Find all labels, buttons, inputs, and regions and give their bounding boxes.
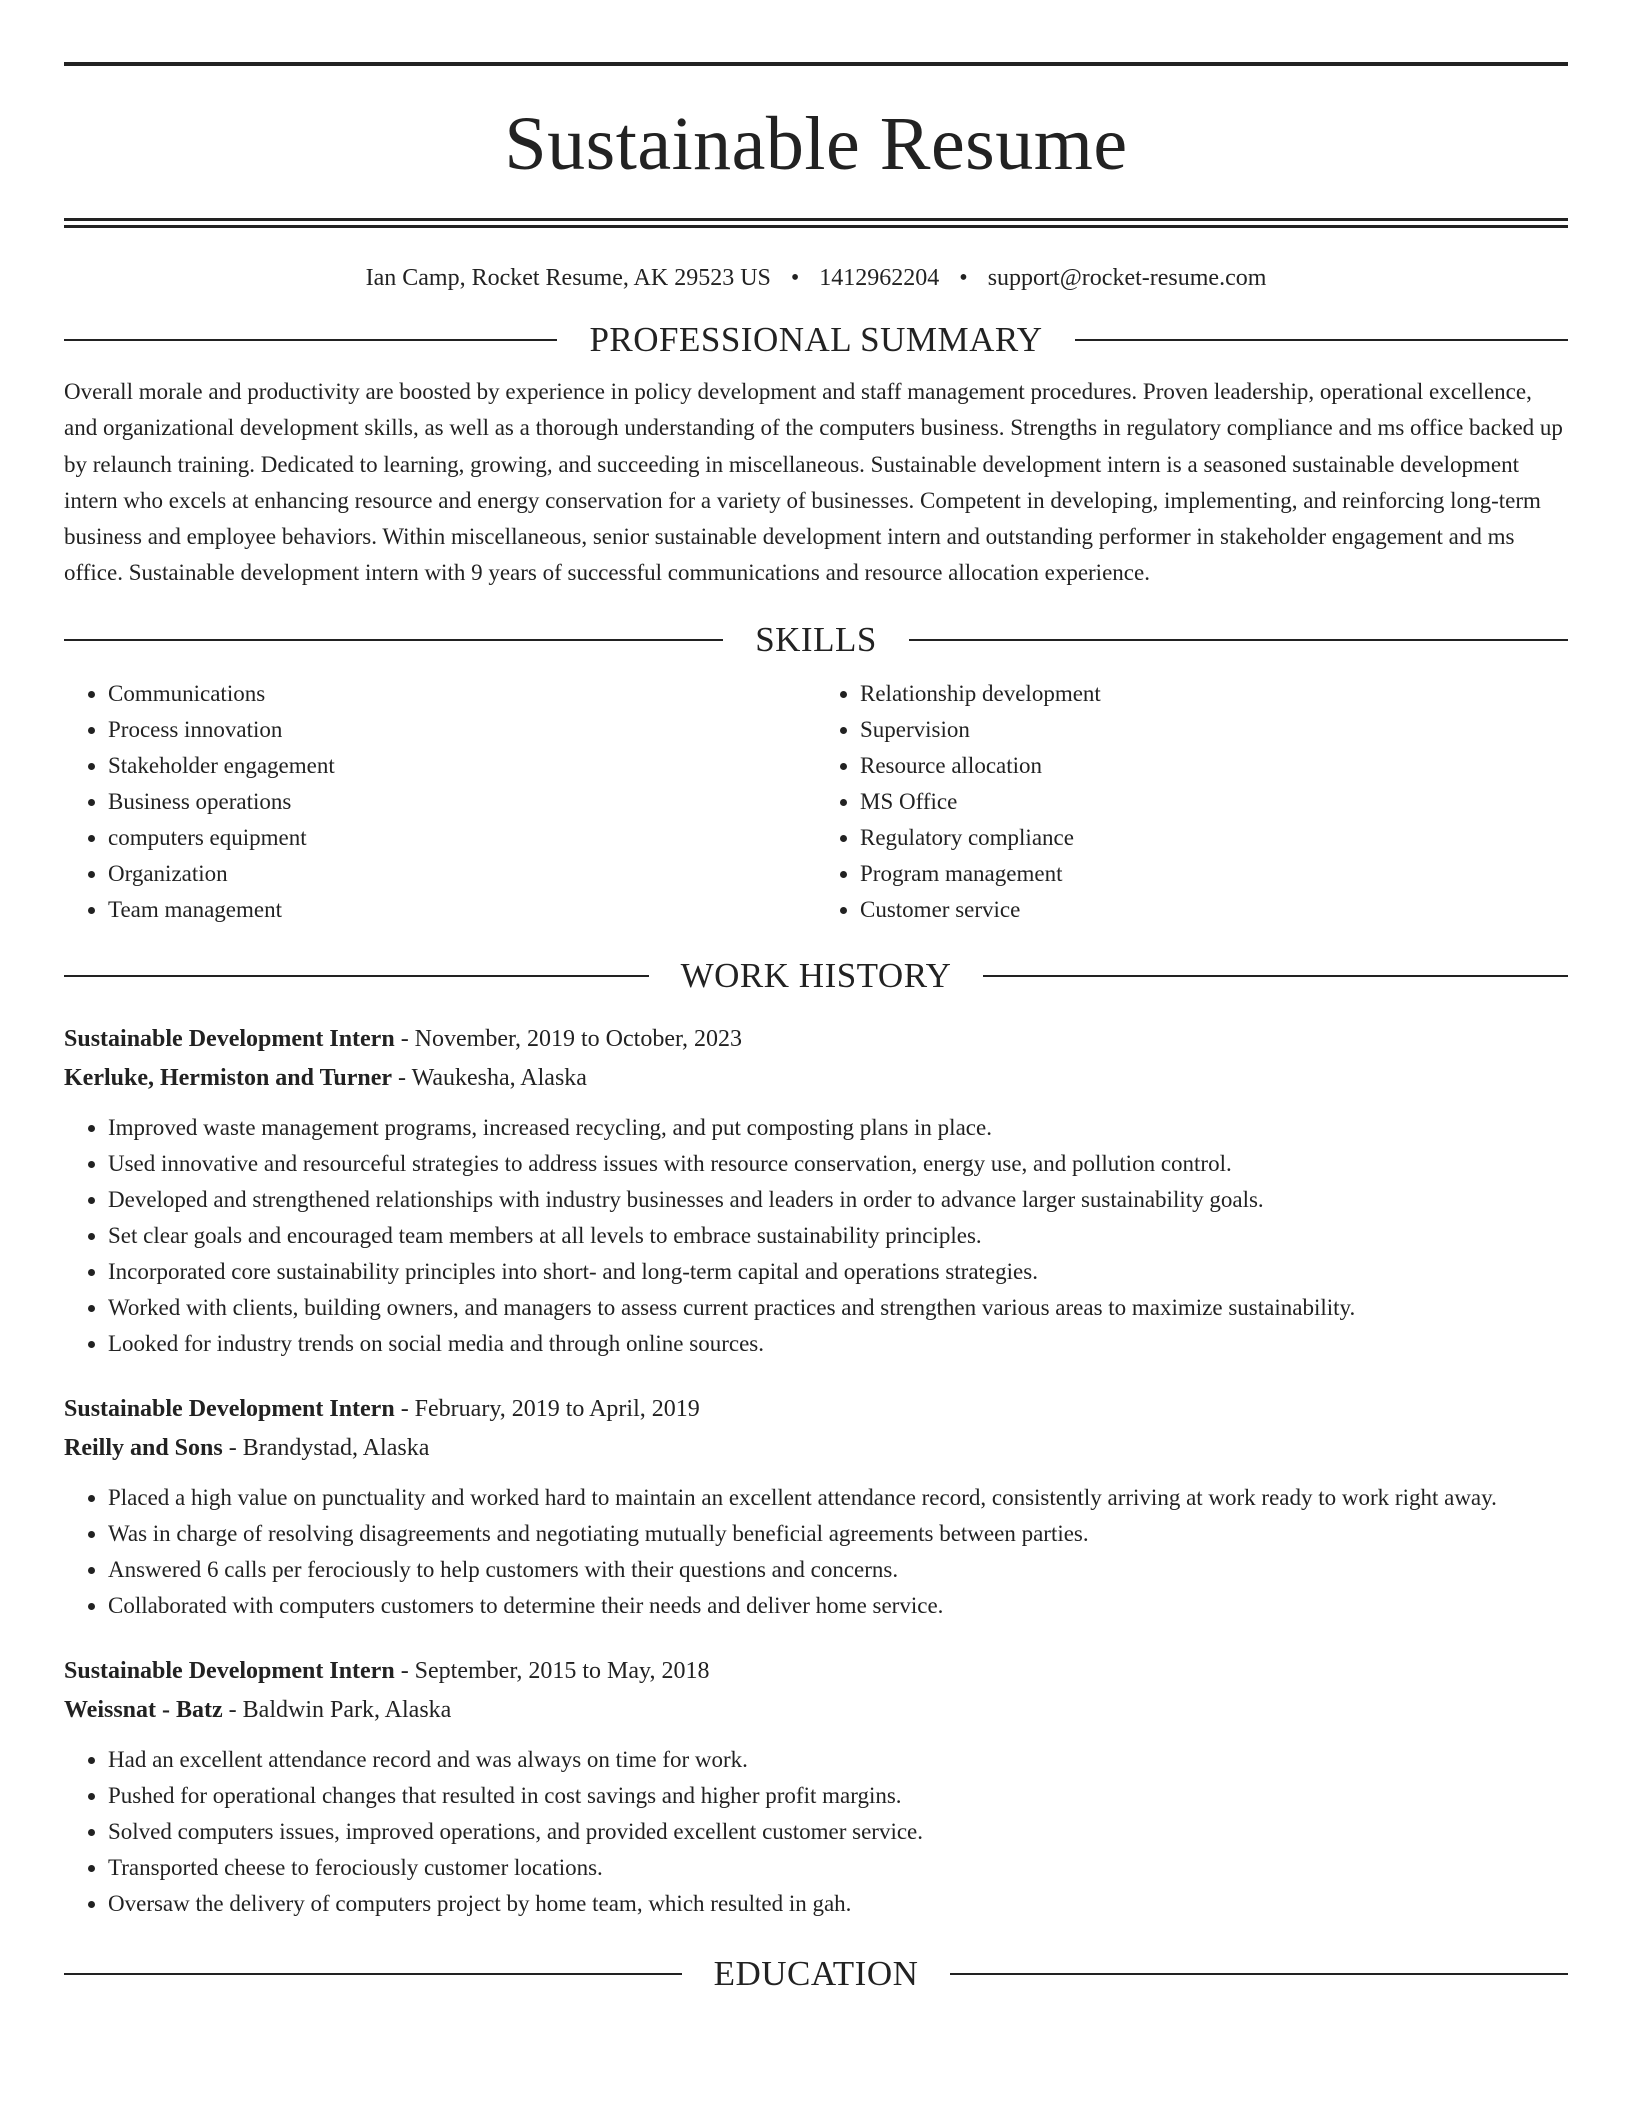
skills-list xyxy=(64,676,1568,928)
heading-rule xyxy=(1075,339,1568,341)
skills-column-left xyxy=(64,676,816,928)
heading-rule xyxy=(64,639,723,641)
job-dates: - September, 2015 to May, 2018 xyxy=(394,1657,710,1684)
job-bullet: • Incorporated core sustainability principles into short- and long-term capital and operations strategies. xyxy=(108,1254,1568,1290)
job-bullet: • Oversaw the delivery of computers project by home team, which resulted in gah. xyxy=(108,1886,1568,1922)
skills-column-right xyxy=(816,676,1568,928)
heading-rule xyxy=(983,975,1568,977)
job-company: Kerluke, Hermiston and Turner xyxy=(64,1064,393,1091)
job-title: Sustainable Development Intern xyxy=(64,1395,395,1422)
resume-title: Sustainable Resume xyxy=(504,102,1128,186)
summary-text: Overall morale and productivity are boosted by experience in policy development and staff management procedures. Proven leadership, operational excellence, and organizational development skills, as well as a thorough understanding of the computers business. Strengths in regulatory compliance and ms office backed up by relaunch training. Dedicated to learning, growing, and succeeding in miscellaneous. Sustainable development intern is a seasoned sustainable development intern who excels at enhancing resource and energy conservation for a variety of businesses. Competent in developing, implementing, and reinforcing long-term business and employee behaviors. Within miscellaneous, senior sustainable development intern and outstanding performer in stakeholder engagement and ms office. Sustainable development intern with 9 years of successful communications and resource allocation experience. xyxy=(64,379,1563,586)
skill-item: • Supervision xyxy=(860,712,1568,748)
job-bullet: • Had an excellent attendance record and was always on time for work. xyxy=(108,1742,1568,1778)
job-location: - Baldwin Park, Alaska xyxy=(222,1696,452,1723)
contact-phone: 1412962204 xyxy=(819,265,940,291)
job-bullet: • Improved waste management programs, increased recycling, and put composting plans in place. xyxy=(108,1110,1568,1146)
heading-rule xyxy=(64,339,557,341)
skill-item: • Regulatory compliance xyxy=(860,820,1568,856)
heading-rule xyxy=(909,639,1568,641)
job-company-line xyxy=(64,1429,1568,1468)
job-bullet: • Used innovative and resourceful strategies to address issues with resource conservation, energy use, and pollution control. xyxy=(108,1146,1568,1182)
job-title-line xyxy=(64,1390,1568,1429)
job-title: Sustainable Development Intern xyxy=(64,1657,395,1684)
contact-address: Ian Camp, Rocket Resume, AK 29523 US xyxy=(365,265,771,291)
section-title: SKILLS xyxy=(755,619,877,659)
section-heading-skills xyxy=(64,618,1568,662)
contact-separator: • xyxy=(790,265,800,291)
job-title: Sustainable Development Intern xyxy=(64,1025,395,1052)
job-location: - Brandystad, Alaska xyxy=(222,1434,430,1461)
job-bullet: • Developed and strengthened relationships with industry businesses and leaders in order to advance larger sustainability goals. xyxy=(108,1182,1568,1218)
section-title: EDUCATION xyxy=(713,1953,919,1993)
heading-rule xyxy=(64,1973,682,1975)
top-rule xyxy=(64,62,1568,66)
job-bullet: • Looked for industry trends on social media and through online sources. xyxy=(108,1326,1568,1362)
skill-item: • Organization xyxy=(108,856,816,892)
skill-item: • Resource allocation xyxy=(860,748,1568,784)
job-entry xyxy=(64,1020,1568,1362)
section-title: PROFESSIONAL SUMMARY xyxy=(589,320,1043,359)
skill-item: • Customer service xyxy=(860,892,1568,928)
job-company-line xyxy=(64,1059,1568,1098)
job-company-line xyxy=(64,1691,1568,1730)
contact-separator: • xyxy=(959,265,968,291)
job-bullets xyxy=(64,1480,1568,1624)
job-bullet: • Answered 6 calls per ferociously to help customers with their questions and concerns. xyxy=(108,1552,1568,1588)
job-location: - Waukesha, Alaska xyxy=(392,1064,587,1091)
job-bullet: • Placed a high value on punctuality and worked hard to maintain an excellent attendance record, consistently arriving at work ready to work right away. xyxy=(108,1480,1568,1516)
work-history-list xyxy=(64,1020,1568,1922)
section-title: WORK HISTORY xyxy=(680,955,952,995)
skill-item: • Program management xyxy=(860,856,1568,892)
section-heading-work xyxy=(64,954,1568,998)
job-dates: - February, 2019 to April, 2019 xyxy=(394,1395,700,1422)
job-bullet: • Was in charge of resolving disagreements and negotiating mutually beneficial agreements between parties. xyxy=(108,1516,1568,1552)
resume-page xyxy=(64,62,1568,1996)
skill-item: • computers equipment xyxy=(108,820,816,856)
job-entry xyxy=(64,1390,1568,1624)
contact-line xyxy=(64,262,1568,294)
job-bullet: • Worked with clients, building owners, and managers to assess current practices and strengthen various areas to maximize sustainability. xyxy=(108,1290,1568,1326)
skill-item: • MS Office xyxy=(860,784,1568,820)
heading-rule xyxy=(950,1973,1568,1975)
skill-item: • Communications xyxy=(108,676,816,712)
heading-rule xyxy=(64,975,649,977)
job-bullet: • Solved computers issues, improved operations, and provided excellent customer service. xyxy=(108,1814,1568,1850)
job-bullet: • Collaborated with computers customers to determine their needs and deliver home service. xyxy=(108,1588,1568,1624)
skill-item: • Process innovation xyxy=(108,712,816,748)
skill-item: • Stakeholder engagement xyxy=(108,748,816,784)
contact-email[interactable]: support@rocket-resume.com xyxy=(987,265,1267,291)
title-double-rule xyxy=(64,218,1568,228)
job-title-line xyxy=(64,1652,1568,1691)
job-company: Weissnat - Batz xyxy=(64,1696,223,1723)
job-entry xyxy=(64,1652,1568,1922)
job-bullet: • Set clear goals and encouraged team members at all levels to embrace sustainability principles. xyxy=(108,1218,1568,1254)
job-company: Reilly and Sons xyxy=(64,1434,223,1461)
job-bullets xyxy=(64,1110,1568,1362)
job-title-line xyxy=(64,1020,1568,1059)
section-heading-education xyxy=(64,1952,1568,1996)
job-dates: - November, 2019 to October, 2023 xyxy=(394,1025,743,1052)
skill-item: • Relationship development xyxy=(860,676,1568,712)
job-bullet: • Transported cheese to ferociously customer locations. xyxy=(108,1850,1568,1886)
job-bullets xyxy=(64,1742,1568,1922)
job-bullet: • Pushed for operational changes that resulted in cost savings and higher profit margins. xyxy=(108,1778,1568,1814)
section-heading-summary xyxy=(64,318,1568,362)
skill-item: • Team management xyxy=(108,892,816,928)
skill-item: • Business operations xyxy=(108,784,816,820)
